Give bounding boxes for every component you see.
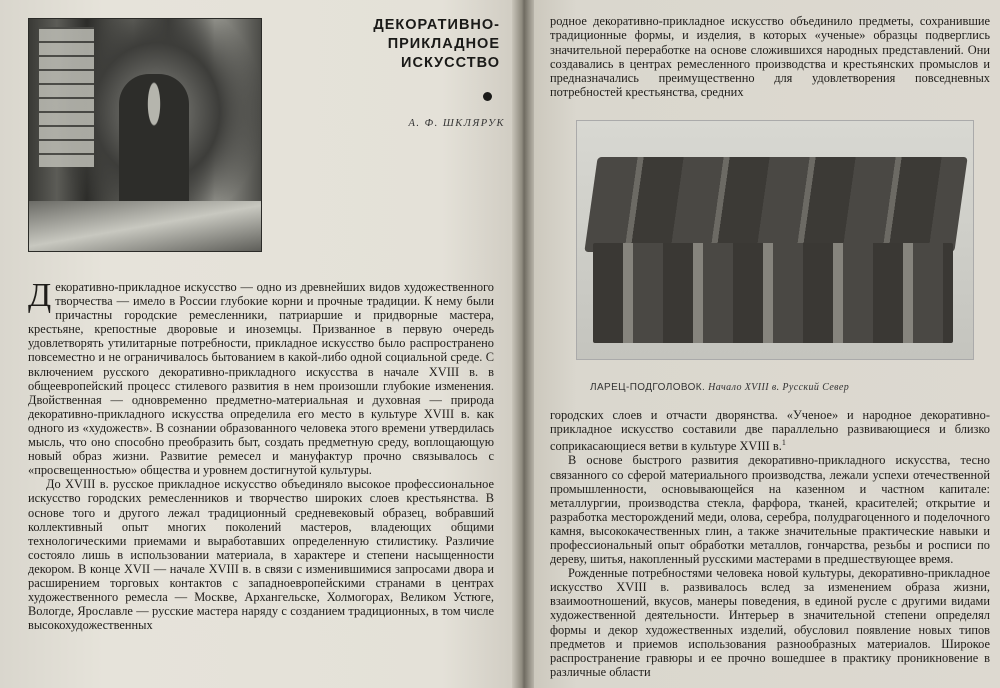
section-title-line-1: ДЕКОРАТИВНО-	[373, 17, 500, 33]
right-body-text	[550, 408, 990, 679]
right-top-text	[550, 2, 990, 111]
caption-title: ЛАРЕЦ-ПОДГОЛОВОК.	[590, 382, 706, 393]
drop-cap: Д	[28, 277, 52, 314]
photo-caption	[590, 382, 970, 393]
right-paragraph-1	[550, 408, 990, 453]
left-paragraph-2: До XVIII в. русское прикладное искусство объединяло высокое профессиональное искусство городских ремесленников и творчество широких слоев крестьянства. В основе того и другого лежал традиционный средневековый образец, вобравший коллективный опыт многих поколений мастеров, владеющих общими технологическими приемами и выработавших определенную стилистику. Различие состояло лишь в использовании материала, в характере и степени насыщенности декором. В конце XVII — начале XVIII в. в связи с изменившимися запросами двора и расширением торговых контактов с западноевропейскими странами в центрах художественного ремесла — Москве, Архангельске, Холмогорах, Великом Устюге, Вологде, Ярославле — русские мастера наряду с созданием традиционных, в том числе высокохудожественных	[28, 477, 494, 633]
left-paragraph-1	[28, 277, 494, 478]
right-paragraph-3: Рожденные потребностями человека новой культуры, декоративно-прикладное искусство XVIII в. развивалось вслед за изменением образа жизни, взаимоотношений, вкусов, манеры поведения, в единой русле с другими видами художественной деятельности. Интерьер в значительной степени определял формы и декор художественных изделий, обусловил появление новых типов предметов и приемов использования разнообразных материалов. Широкое распространение гравюры и ее прочно вошедшее в практику проникновение в различные области	[550, 566, 990, 679]
right-paragraph-1-text: городских слоев и отчасти дворянства. «Ученое» и народное декоративно-прикладное искусство составили две параллельно развивающиеся и близко соприкасающиеся ветви в культуре XVIII в.	[550, 408, 990, 454]
author-name: А. Ф. ШКЛЯРУК	[408, 118, 505, 129]
illustration-window	[39, 27, 94, 167]
engraving-illustration	[28, 18, 262, 252]
left-paragraph-1-text: екоративно-прикладное искусство — одно из древнейших видов художественного творчества — имело в России глубокие корни и прочные традиции. К нему были причастны городские ремесленники, патриаршие и придворные мастера, крестьяне, крепостные дворовые и иноземцы. Призванное в первую очередь удовлетворять утилитарные потребности, прикладное искусство было распространено повсеместно и не ограничивалось бытованием в какой-либо одной социальной среде. С включением русского декоративно-прикладного искусства в начале XVIII в. в общеевропейский процесс стилевого развития в нем произошли глубокие изменения. Двойственная — одновременно предметно-материальная и духовная — природа декоративно-прикладного искусства определила его место в культуре XVIII в. как одного из «художеств». В сознании образованного человека этого времени утвердилась мысль, что оно способно преобразить быт, создать предметную среду, воплощающую новый образ жизни. Развитие ремесел и мануфактур прочно связывалось с «просвещенностью» общества и уровнем достигнутой культуры.	[28, 280, 494, 478]
section-title	[360, 16, 500, 73]
right-paragraph-2: В основе быстрого развития декоративно-прикладного искусства, тесно связанного со сферой материального производства, лежали успехи отечественной промышленности, основывающейся на казенном и частном капитале: металлургии, производства стекла, фарфора, тканей, красителей; открытие и разработка месторождений меди, олова, серебра, полудрагоценного и поделочного камня, высококачественных глин, а также значительные практические навыки и профессиональный опыт обработки металлов, гончарства, резьбы и росписи по дереву, шитья, накопленный русскими мастерами в предшествующее время.	[550, 453, 990, 567]
bullet-dot	[483, 92, 492, 101]
illustration-floor	[29, 201, 261, 251]
left-body-text	[28, 277, 494, 633]
right-top-paragraph: родное декоративно-прикладное искусство объединило предметы, сохранившие традиционные формы, и изделия, в которых «ученые» образцы подверглись значительной переработке на основе сложившихся народных представлений. Они создавались в центрах ремесленного производства и крестьянских промыслов и предназначались преимущественно для удовлетворения повседневных потребностей крестьянства, средних	[550, 14, 990, 99]
book-gutter	[512, 0, 534, 688]
chest-photo	[576, 120, 974, 360]
chest-body	[593, 243, 953, 343]
section-title-line-2: ПРИКЛАДНОЕ	[387, 36, 500, 52]
caption-details: Начало XVIII в. Русский Север	[708, 382, 850, 393]
section-title-line-3: ИСКУССТВО	[401, 55, 500, 71]
footnote-mark: 1	[781, 438, 786, 448]
chest-lid	[584, 157, 967, 252]
